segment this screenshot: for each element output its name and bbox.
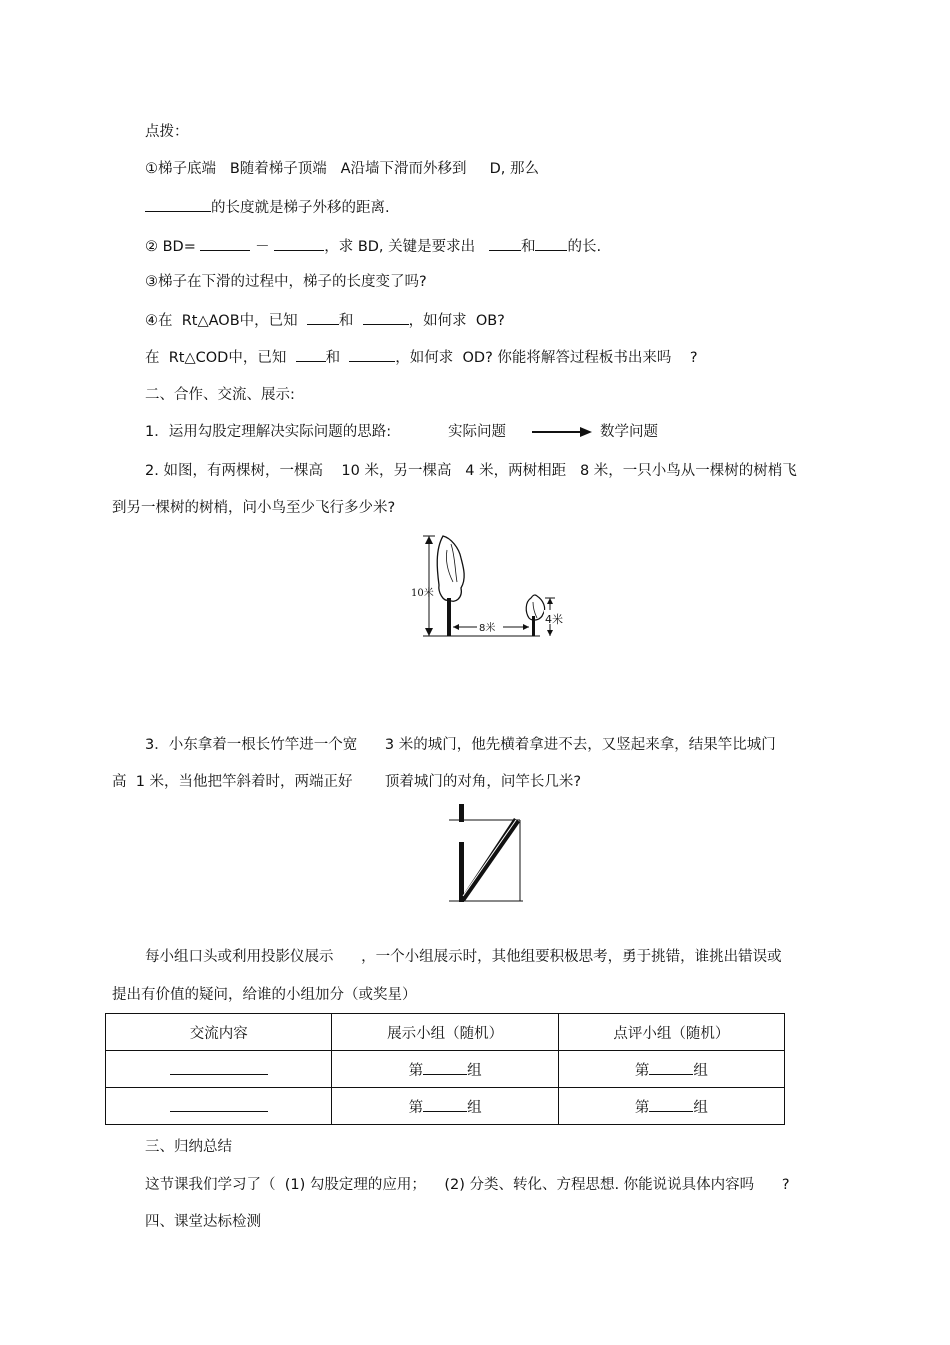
answer-blank[interactable]	[535, 236, 567, 251]
hint-line-3: ② BD= － ，求 BD, 关键是要求出 和 的长.	[145, 236, 601, 257]
hint-line-1: ①梯子底端 B随着梯子顶端 A沿墙下滑而外移到 D, 那么	[145, 161, 539, 177]
hint-line-2: 的长度就是梯子外移的距离.	[145, 197, 390, 218]
answer-blank[interactable]	[200, 236, 250, 251]
content-cell	[106, 1051, 332, 1088]
table-row	[106, 1051, 785, 1088]
answer-blank[interactable]	[296, 347, 326, 362]
section-3-heading: 三、归纳总结	[145, 1139, 232, 1155]
content-blank[interactable]	[170, 1060, 268, 1075]
real-problem-label: 实际问题	[448, 424, 506, 440]
arrow-icon	[532, 425, 592, 439]
review-group-cell: 第 组	[558, 1051, 784, 1088]
group-blank[interactable]	[649, 1097, 693, 1112]
presentation-line-2: 提出有价值的疑问，给谁的小组加分（或奖星）	[112, 987, 417, 1003]
table-header: 点评小组（随机）	[558, 1014, 784, 1051]
question-2-cont: 到另一棵树的树梢，问小鸟至少飞行多少米?	[112, 500, 396, 516]
present-group-cell: 第 组	[332, 1088, 558, 1125]
question-2: 2. 如图，有两棵树，一棵高 10 米，另一棵高 4 米，两树相距 8 米，一只小鸟从一棵树的树梢飞	[145, 463, 797, 479]
section-4-heading: 四、课堂达标检测	[145, 1214, 261, 1230]
question-3-cont: 高 1 米，当他把竿斜着时，两端正好 顶着城门的对角，问竿长几米?	[112, 774, 582, 790]
table-header-row	[106, 1014, 785, 1051]
group-blank[interactable]	[423, 1097, 467, 1112]
gate-pole-figure	[445, 800, 535, 905]
answer-blank[interactable]	[145, 197, 211, 212]
hint-title: 点拨：	[145, 124, 189, 140]
hint-line-6: 在 Rt△COD中，已知 和 ，如何求 OD? 你能将解答过程板书出来吗 ?	[145, 347, 698, 368]
answer-blank[interactable]	[363, 310, 409, 325]
answer-blank[interactable]	[349, 347, 395, 362]
content-blank[interactable]	[170, 1097, 268, 1112]
present-group-cell: 第 组	[332, 1051, 558, 1088]
answer-blank[interactable]	[307, 310, 339, 325]
question-1: 1．运用勾股定理解决实际问题的思路:	[145, 424, 392, 440]
question-3: 3．小东拿着一根长竹竿进一个宽 3 米的城门，他先横着拿进不去，又竖起来拿，结果竿比城门	[145, 737, 776, 753]
gap-label: 8米	[479, 623, 496, 634]
tall-tree-label: 10米	[411, 588, 434, 599]
group-blank[interactable]	[423, 1060, 467, 1075]
content-cell	[106, 1088, 332, 1125]
table-row	[106, 1088, 785, 1125]
hint-line-4: ③梯子在下滑的过程中，梯子的长度变了吗?	[145, 274, 427, 290]
group-score-table	[105, 1013, 785, 1125]
table-header: 交流内容	[106, 1014, 332, 1051]
answer-blank[interactable]	[274, 236, 324, 251]
hint-line-5: ④在 Rt△AOB中，已知 和 ，如何求 OB?	[145, 310, 505, 331]
summary-line: 这节课我们学习了（ (1) 勾股定理的应用； (2) 分类、转化、方程思想. 你能说说具体内容吗 ?	[145, 1177, 790, 1193]
table-header: 展示小组（随机）	[332, 1014, 558, 1051]
section-2-heading: 二、合作、交流、展示:	[145, 387, 295, 403]
answer-blank[interactable]	[489, 236, 521, 251]
presentation-line-1: 每小组口头或利用投影仪展示 ，一个小组展示时，其他组要积极思考，勇于挑错，谁挑出错误或	[145, 949, 782, 965]
group-blank[interactable]	[649, 1060, 693, 1075]
short-tree-label: 4米	[545, 613, 563, 626]
math-problem-label: 数学问题	[600, 424, 658, 440]
review-group-cell: 第 组	[558, 1088, 784, 1125]
